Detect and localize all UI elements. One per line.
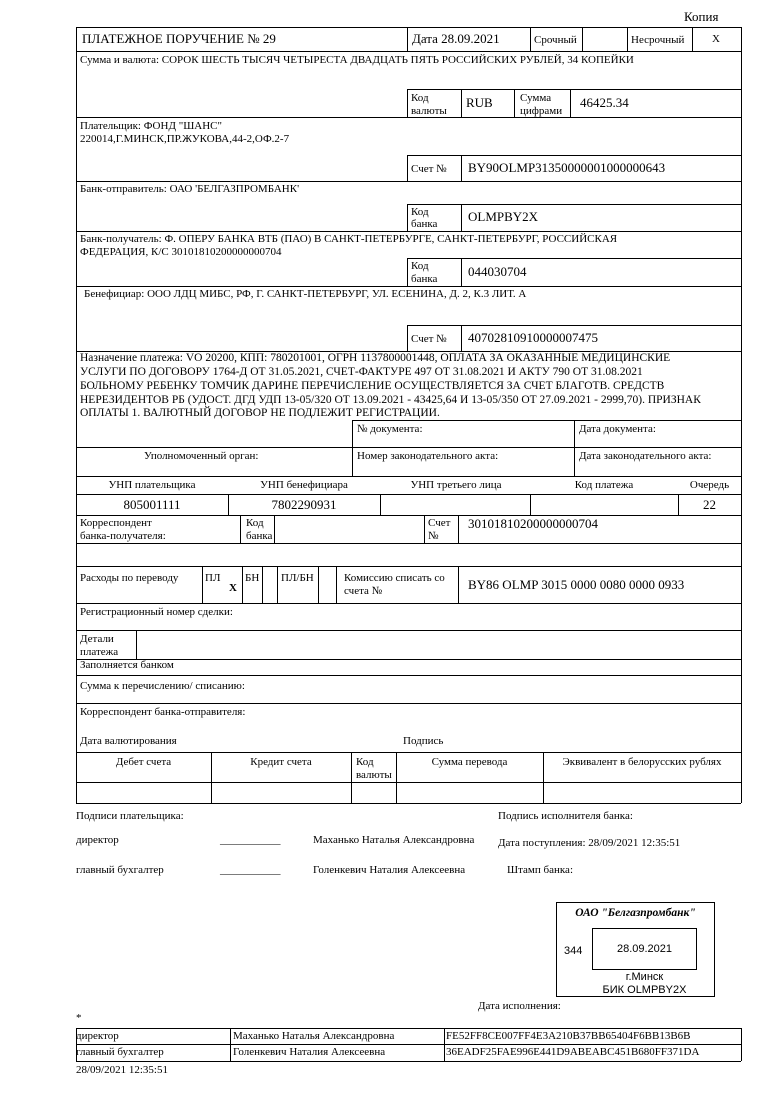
col-credit: Кредит счета — [250, 756, 312, 768]
divider — [352, 420, 353, 476]
rule — [407, 89, 741, 90]
payment-code-label: Код платежа — [574, 479, 634, 491]
rule — [76, 231, 741, 232]
rule — [407, 155, 741, 156]
stamp-date-box — [592, 928, 697, 970]
rule — [76, 803, 741, 804]
divider — [582, 27, 583, 51]
rule — [76, 515, 741, 516]
stamp-city: г.Минск — [625, 971, 664, 983]
stamp-date: 28.09.2021 — [616, 943, 673, 955]
divider — [461, 204, 462, 231]
sum-value: 46425.34 — [580, 95, 629, 110]
rule — [76, 543, 741, 544]
ecp-timestamp: 28/09/2021 12:35:51 — [76, 1064, 168, 1076]
expenses-label: Расходы по переводу — [80, 572, 179, 584]
col-debit: Дебет счета — [115, 756, 172, 768]
document-title: ПЛАТЕЖНОЕ ПОРУЧЕНИЕ № 29 — [82, 31, 276, 46]
sender-correspondent-label: Корреспондент банка-отправителя: — [80, 706, 246, 718]
divider — [240, 515, 241, 543]
nonurgent-mark: X — [712, 33, 720, 45]
divider — [530, 27, 531, 51]
transfer-sum-label: Сумма к перечислению/ списанию: — [80, 680, 245, 692]
purpose-line: УСЛУГИ ПО ДОГОВОРУ 1764-Д ОТ 31.05.2021, СЧЕТ-ФАКТУРЕ 497 ОТ 31.08.2021 И АКТУ 790 ОТ 31.08.2021 — [80, 366, 643, 378]
divider — [318, 566, 319, 603]
correspondent-label-2: банка-получателя: — [80, 530, 166, 542]
currency-code-label-2: валюты — [411, 105, 447, 117]
ecp-name: Маханько Наталья Александровна — [233, 1030, 395, 1042]
divider — [574, 420, 575, 476]
frame-left — [76, 27, 77, 803]
payer-address: 220014,Г.МИНСК,ПР.ЖУКОВА,44-2,ОФ.2-7 — [80, 133, 290, 145]
payer-account: BY90OLMP31350000001000000643 — [468, 160, 666, 175]
divider — [458, 515, 459, 543]
receiver-bank-2: ФЕДЕРАЦИЯ, К/С 30101810200000000704 — [80, 246, 282, 258]
divider — [230, 1028, 231, 1061]
value-date-label: Дата валютирования — [80, 735, 177, 747]
details-label: Детали — [80, 633, 114, 645]
purpose-line: ОПЛАТЫ 1. ВАЛЮТНЫЙ ДОГОВОР НЕ ПОДЛЕЖИТ РЕГИСТРАЦИИ. — [80, 407, 440, 419]
expense-pl: ПЛ — [205, 572, 221, 584]
bank-stamp — [556, 902, 715, 997]
execution-date-label: Дата исполнения: — [478, 1000, 561, 1012]
sender-bank-code: OLMPBY2X — [468, 209, 539, 224]
doc-date-label: Дата документа: — [579, 423, 656, 435]
stamp-number: 344 — [564, 945, 583, 957]
rule — [76, 703, 741, 704]
document-date: Дата 28.09.2021 — [412, 31, 500, 46]
rule — [76, 51, 741, 52]
sum-label: Сумма — [520, 92, 552, 104]
corr-account-label-2: № — [428, 530, 439, 542]
payer-signatures-title: Подписи плательщика: — [76, 810, 184, 822]
receiver-bank-code: 044030704 — [468, 264, 527, 279]
divider — [407, 204, 408, 231]
amount-words: Сумма и валюта: СОРОК ШЕСТЬ ТЫСЯЧ ЧЕТЫРЕСТА ДВАДЦАТЬ ПЯТЬ РОССИЙСКИХ РУБЛЕЙ, 34 КОПЕЙКИ — [80, 54, 634, 66]
divider — [444, 1028, 445, 1061]
rule — [76, 1044, 741, 1045]
rule — [76, 447, 741, 448]
accountant-label: главный бухгалтер — [76, 864, 164, 876]
corr-code-label: Код — [246, 517, 264, 529]
purpose-line: БОЛЬНОМУ РЕБЕНКУ ТОМЧИК ДАРИНЕ ПЕРЕЧИСЛЕНИЕ ОСУЩЕСТВЛЯЕТСЯ ЗА СЧЕТ БЛАГОТВ. СРЕДСТВ — [80, 380, 665, 392]
ecp-name: Голенкевич Наталия Алексеевна — [233, 1046, 386, 1058]
divider — [262, 566, 263, 603]
divider — [514, 89, 515, 117]
rule — [76, 566, 741, 567]
divider — [277, 566, 278, 603]
unp-beneficiary-label: УНП бенефициара — [260, 479, 348, 491]
divider — [458, 566, 459, 603]
rule — [76, 1028, 741, 1029]
divider — [407, 258, 408, 286]
rule — [407, 325, 741, 326]
unp-beneficiary: 7802290931 — [271, 497, 337, 512]
currency-value: RUB — [466, 95, 493, 110]
queue-value: 22 — [703, 497, 716, 512]
rule — [76, 752, 741, 753]
divider — [741, 1028, 742, 1061]
frame-right — [741, 27, 742, 803]
beneficiary-account: 40702810910000007475 — [468, 330, 598, 345]
unp-payer-label: УНП плательщика — [108, 479, 196, 491]
rule — [76, 494, 741, 495]
col-transfer-sum: Сумма перевода — [431, 756, 508, 768]
stamp-bic: БИК OLMPBY2X — [602, 984, 687, 996]
divider — [274, 515, 275, 543]
sender-bank: Банк-отправитель: ОАО 'БЕЛГАЗПРОМБАНК' — [80, 183, 300, 195]
received-date: Дата поступления: 28/09/2021 12:35:51 — [498, 837, 681, 849]
authority-label: Уполномоченный орган: — [144, 450, 259, 462]
act-date-label: Дата законодательного акта: — [579, 450, 712, 462]
rule — [352, 420, 741, 421]
divider — [461, 89, 462, 117]
divider — [242, 566, 243, 603]
divider — [336, 566, 337, 603]
divider — [461, 258, 462, 286]
divider — [424, 515, 425, 543]
rule — [407, 258, 741, 259]
divider — [202, 566, 203, 603]
sender-bank-code-label-2: банка — [411, 218, 438, 230]
bank-fill-title: Заполняется банком — [80, 659, 174, 671]
receiver-bank-code-label-2: банка — [411, 273, 438, 285]
commission-account: BY86 OLMP 3015 0000 0080 0000 0933 — [468, 577, 685, 592]
divider — [407, 27, 408, 51]
rule — [407, 204, 741, 205]
ecp-role: главный бухгалтер — [76, 1046, 164, 1058]
rule — [76, 675, 741, 676]
reg-number-label: Регистрационный номер сделки: — [80, 606, 233, 618]
stamp-label: Штамп банка: — [507, 864, 573, 876]
rule — [76, 630, 741, 631]
payer-account-label: Счет № — [411, 163, 447, 175]
rule — [76, 476, 741, 477]
rule — [76, 286, 741, 287]
bank-signature-title: Подпись исполнителя банка: — [498, 810, 633, 822]
rule — [76, 782, 741, 783]
doc-number-label: № документа: — [357, 423, 423, 435]
beneficiary: Бенефициар: ООО ЛДЦ МИБС, РФ, Г. САНКТ-ПЕТЕРБУРГ, УЛ. ЕСЕНИНА, Д. 2, К.3 ЛИТ. А — [84, 288, 527, 300]
urgent-label: Срочный — [534, 34, 577, 46]
col-currency: Код валюты — [356, 756, 392, 781]
act-number-label: Номер законодательного акта: — [357, 450, 499, 462]
beneficiary-account-label: Счет № — [411, 333, 447, 345]
currency-code-label: Код — [411, 92, 429, 104]
payer-name: Плательщик: ФОНД "ШАНС" — [80, 120, 223, 132]
receiver-bank: Банк-получатель: Ф. ОПЕРУ БАНКА ВТБ (ПАО) В САНКТ-ПЕТЕРБУРГЕ, САНКТ-ПЕТЕРБУРГ, РОССИЙСКАЯ — [80, 233, 618, 245]
divider — [627, 27, 628, 51]
divider — [530, 494, 531, 515]
divider — [407, 89, 408, 117]
divider — [692, 27, 693, 51]
commission-label: Комиссию списать со — [344, 572, 445, 584]
sender-bank-code-label: Код — [411, 206, 429, 218]
corr-account-label: Счет — [428, 517, 451, 529]
expense-pl-mark: X — [229, 582, 237, 594]
divider — [461, 325, 462, 351]
director-label: директор — [76, 834, 119, 846]
corr-account: 30101810200000000704 — [468, 516, 598, 531]
rule — [76, 117, 741, 118]
ecp-hash: 36EADF25FAE996E441D9ABEABC451B680FF371DA — [446, 1046, 700, 1058]
rule — [76, 1061, 741, 1062]
rule — [76, 659, 741, 660]
ecp-role: директор — [76, 1030, 119, 1042]
accountant-name: Голенкевич Наталия Алексеевна — [313, 864, 466, 876]
expense-bn: БН — [245, 572, 260, 584]
col-byn-equivalent: Эквивалент в белорусских рублях — [562, 756, 722, 768]
director-name: Маханько Наталья Александровна — [313, 834, 475, 846]
divider — [136, 630, 137, 659]
receiver-bank-code-label: Код — [411, 260, 429, 272]
stamp-bank-name: ОАО "Белгазпромбанк" — [575, 907, 696, 919]
divider — [570, 89, 571, 117]
divider — [351, 752, 352, 803]
rule — [76, 603, 741, 604]
purpose-line: Назначение платежа: VO 20200, КПП: 780201001, ОГРН 1137800001448, ОПЛАТА ЗА ОКАЗАННЫЕ МЕДИЦИНСКИЕ — [80, 352, 671, 364]
signature-label: Подпись — [403, 735, 444, 747]
divider — [380, 494, 381, 515]
divider — [461, 155, 462, 181]
nonurgent-label: Несрочный — [631, 34, 685, 46]
details-label-2: платежа — [80, 646, 119, 658]
director-sign-line: ___________ — [220, 834, 281, 846]
divider — [407, 155, 408, 181]
correspondent-label: Корреспондент — [80, 517, 152, 529]
sum-label-2: цифрами — [520, 105, 563, 117]
asterisk: * — [76, 1012, 82, 1024]
expense-plbn: ПЛ/БН — [281, 572, 314, 584]
queue-label: Очередь — [689, 479, 730, 491]
unp-payer: 805001111 — [123, 497, 181, 512]
copy-label: Копия — [684, 9, 719, 24]
unp-third-label: УНП третьего лица — [410, 479, 502, 491]
commission-label-2: счета № — [344, 585, 383, 597]
rule — [76, 181, 741, 182]
corr-code-label-2: банка — [246, 530, 273, 542]
purpose-line: НЕРЕЗИДЕНТОВ РБ (УДОСТ. ДГД УДП 13-05/320 ОТ 13.09.2021 - 43425,64 И 13-05/350 ОТ 27.09.2021 - 2999,70). ПРИЗНАК — [80, 394, 701, 406]
divider — [407, 325, 408, 351]
ecp-hash: FE52FF8CE007FF4E3A210B37BB65404F6BB13B6B — [446, 1030, 691, 1042]
rule — [76, 27, 741, 28]
accountant-sign-line: ___________ — [220, 864, 281, 876]
